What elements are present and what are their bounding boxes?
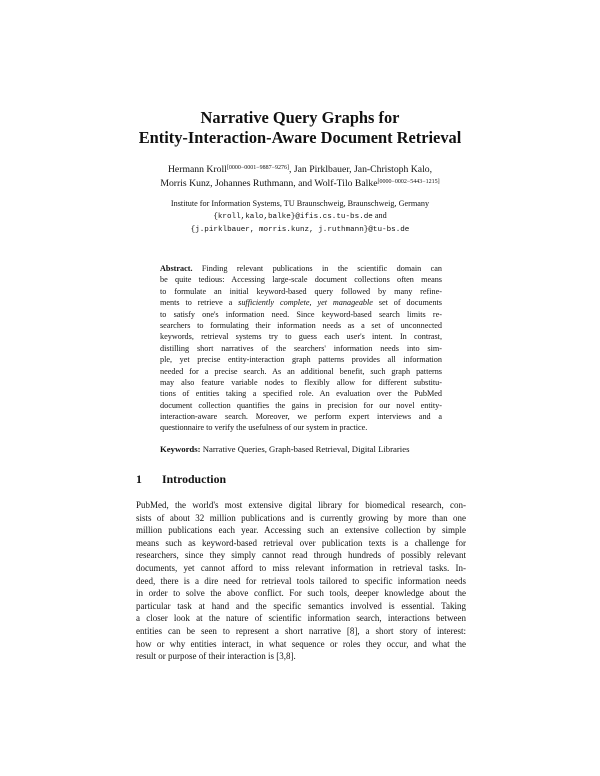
abstract-line: may also feature variable nodes to flexibly allow for different substitu- [160,377,442,387]
email-and: and [372,211,387,220]
body-line: sists of about 32 million publications and is currently growing by more than one [136,512,466,523]
email-group-1: {kroll,kalo,balke}@ifis.cs.tu-bs.de [213,213,373,221]
body-line: deed, there is a dire need for retrieval tools tailored to specific information needs [136,575,466,586]
abstract-line: Abstract. Finding relevant publications in the scientific domain can [160,264,442,273]
body-line: researchers, since they simply cannot read through hundreds of possibly relevant [136,550,466,561]
abstract-line: ple, yet precise entity-interaction graph patterns provides all information [160,355,442,365]
keywords [160,444,409,454]
author-line-2 [80,177,520,191]
paper-title [100,108,500,148]
keywords-label: Keywords: [160,444,201,454]
institution: Institute for Information Systems, TU Braunschweig, Braunschweig, Germany [170,199,430,208]
author-list [80,163,520,191]
section-title: Introduction [162,472,227,486]
body-line: result or purpose of their interaction is [3,8]. [136,651,296,662]
abstract-line: ments to retrieve a sufficiently complete, yet manageable set of documents [160,298,442,308]
author-name: Hermann Kroll [167,164,227,175]
body-line: means such as keyword-based retrieval over publication texts is a challenge for [136,537,466,548]
abstract-line: to formulate an initial keyword-based query followed by many refine- [160,286,442,296]
abstract-line: searchers to formulating their information needs as a set of unconnected [160,320,442,330]
abstract-label: Abstract. [160,264,193,273]
title-line-1: Narrative Query Graphs for [200,108,400,127]
orcid-id: [0000−0001−9887−9276] [226,165,290,171]
abstract [160,263,442,434]
body-line: particular task at hand and the specific semantics involved is essential. Taking [136,600,466,611]
intro-paragraph [136,499,466,663]
body-line: documents, yet cannot afford to miss relevant information in retrieval tasks. In- [136,562,466,573]
body-line: million publications each year. Accessing such an extensive collection by simple [136,525,466,536]
abstract-line: needed for a precise search. As an additional benefit, such graph patterns [160,366,442,376]
orcid-id: [0000−0002−5443−1215] [377,179,440,185]
body-line: PubMed, the world's most extensive digital library for biomedical research, con- [136,500,466,510]
author-names: Morris Kunz, Johannes Ruthmann, and Wolf-Tilo Balke [160,178,378,189]
body-line: how or why entities interact, in what sequence or roles they occur, and what the [136,638,466,649]
section-number: 1 [136,472,142,486]
email-line-1 [80,210,520,223]
section-heading [136,472,226,487]
body-line: in order to solve the above conflict. For such tools, deeper knowledge about the [136,588,466,599]
abstract-line: tions of entities taking a specified role. An evaluation over the PubMed [160,389,442,399]
abstract-line: to satisfy one's information need. Since keyword-based search limits re- [160,309,442,319]
emphasis: sufficiently complete, yet manageable [238,298,373,308]
email-group-2: {j.pirklbauer, morris.kunz, j.ruthmann}@tu-bs.de [190,226,410,234]
author-line-1 [80,163,520,177]
abstract-line: questionnaire to verify the usefulness of our system in practice. [160,423,368,433]
email-line-2 [80,223,520,236]
keywords-text: Narrative Queries, Graph-based Retrieval, Digital Libraries [200,444,410,454]
affiliation [80,198,520,236]
abstract-line: distilling short narratives of the searchers' information needs into sim- [160,343,442,353]
author-names: , Jan Pirklbauer, Jan-Christoph Kalo, [289,164,433,175]
abstract-line: keywords, retrieval systems try to guess each user's intent. In contrast, [160,332,442,342]
body-line: a closer look at the nature of scientific information search, interactions between [136,613,466,624]
body-line: entities can be seen to represent a short narrative [8], a short story of interest: [136,625,466,636]
abstract-line: be quite tedious: Accessing large-scale document collections often means [160,275,442,285]
abstract-line: interaction-aware search. Moreover, we perform expert interviews and a [160,412,442,422]
title-line-2: Entity-Interaction-Aware Document Retrieval [138,128,462,147]
abstract-line: document collection quantifies the gains in precision for our novel entity- [160,400,442,410]
